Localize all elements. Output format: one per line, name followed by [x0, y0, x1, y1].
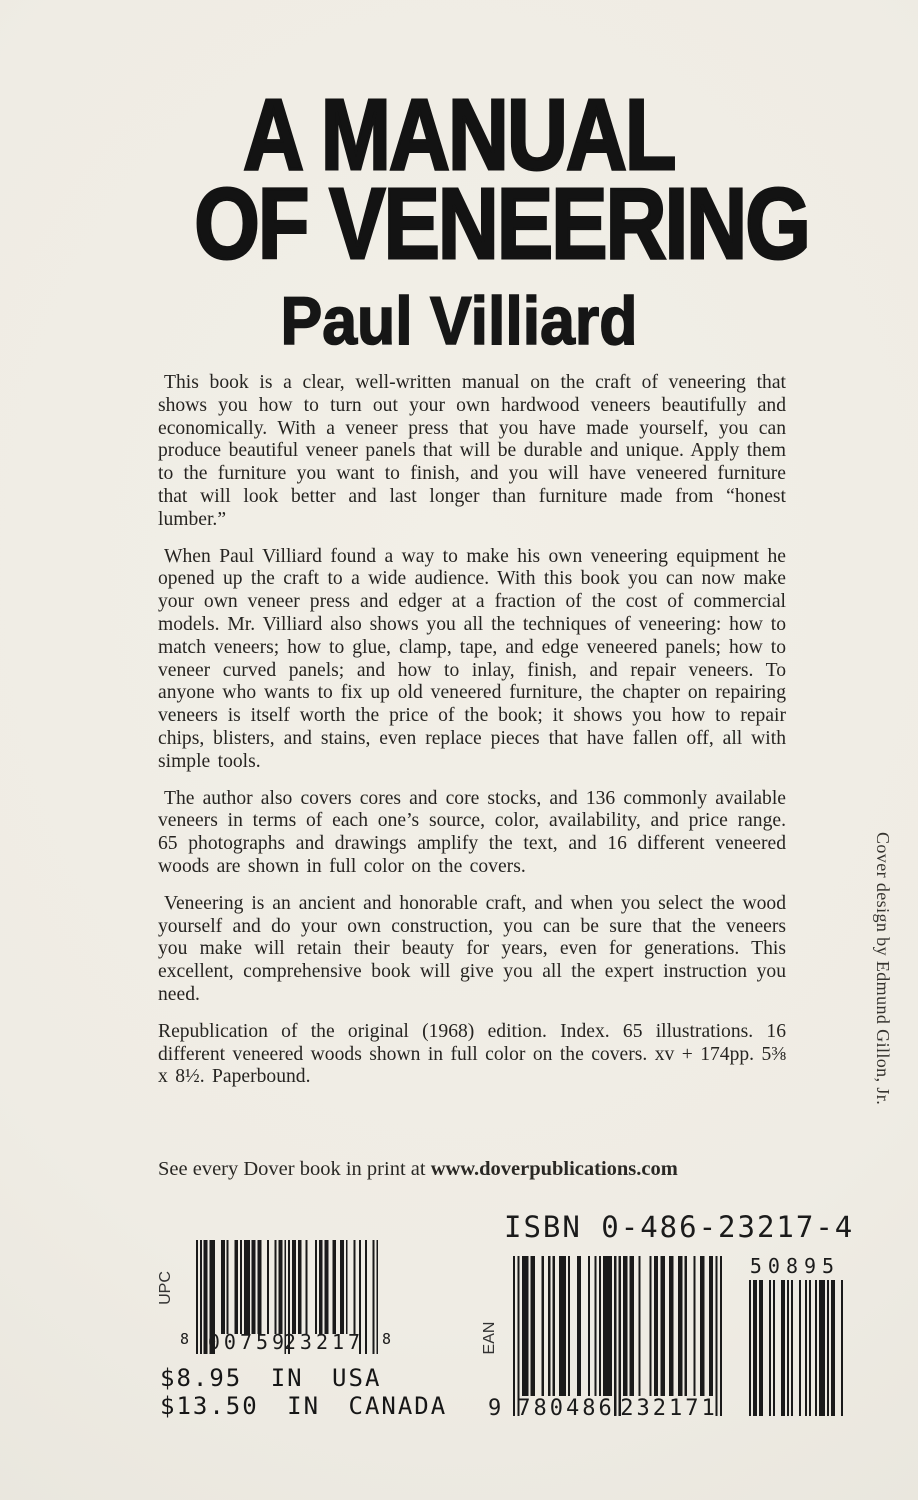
dover-catalog-line [158, 1158, 678, 1181]
book-title [144, 79, 810, 280]
back-cover-blurb [158, 372, 786, 1103]
ean-addon-number: 50895 [749, 1254, 841, 1278]
upc-digits-group1: 00759 [207, 1330, 289, 1354]
ean-digits-group2: 232171 [620, 1396, 718, 1421]
ean-digit-first: 9 [488, 1396, 502, 1421]
blurb-paragraph-4: Veneering is an ancient and honorable craft, and when you select the wood yourself and do your own construction, you can be sure that the veneers you make will retain their beauty for years, even for generations. This excellent, comprehensive book will give you all the expert instruction you need. [158, 892, 786, 1005]
ean-barcode [513, 1256, 722, 1416]
upc-digit-right: 8 [382, 1330, 392, 1348]
edition-info-paragraph: Republication of the original (1968) edition. Index. 65 illustrations. 16 different veneered woods shown in full color on the covers. xv + 174pp. 5⅜ x 8½. Paperbound. [158, 1020, 786, 1088]
isbn-number: ISBN 0-486-23217-4 [504, 1210, 855, 1244]
blurb-paragraph-2: When Paul Villiard found a way to make his own veneering equipment he opened up the craft to a wide audience. With this book you can now make your own veneer press and edger at a fraction of the cost of commercial models. Mr. Villiard also shows you all the techniques of veneering: how to match veneers; how to glue, clamp, tape, and edge veneered panels; how to veneer curved panels; and how to inlay, finish, and repair veneers. To anyone who wants to fix up old veneered furniture, the chapter on repairing veneers is itself worth the price of the book; it shows you how to repair chips, blisters, and stains, even replace pieces that have fallen off, all with simple tools. [158, 545, 786, 772]
price-canada: $13.50 IN CANADA [160, 1392, 448, 1420]
ean-addon-barcode [747, 1280, 843, 1416]
upc-digits-group2: 23217 [283, 1330, 365, 1354]
ean-barcode-block [478, 1252, 848, 1432]
ean-digits-group1: 780486 [517, 1396, 615, 1421]
price-usa: $8.95 IN USA [160, 1364, 382, 1392]
upc-label: UPC [157, 1271, 174, 1305]
dover-website-url: www.doverpublications.com [430, 1158, 678, 1180]
blurb-paragraph-1: This book is a clear, well-written manual on the craft of veneering that shows you how to turn out your own hardwood veneers beautifully and economically. With a veneer press that you have made yourself, you can produce beautiful veneer panels that will be durable and unique. Apply them to the furniture you want to finish, and you will have veneered furniture that will look better and last longer than furniture made from “honest lumber.” [158, 372, 786, 530]
cover-design-credit: Cover design by Edmund Gillon, Jr. [873, 832, 893, 1106]
price-block [160, 1364, 447, 1420]
upc-barcode-block [150, 1240, 440, 1370]
blurb-paragraph-3: The author also covers cores and core stocks, and 136 commonly available veneers in terms of each one’s source, color, availability, and price range. 65 photographs and drawings amplify the text, and 16 different veneered woods are shown in full color on the covers. [158, 787, 786, 877]
author-name: Paul Villiard [280, 283, 638, 359]
dover-line-prefix: See every Dover book in print at [158, 1158, 431, 1180]
book-title-line2: OF VENEERING [194, 168, 810, 280]
book-title-line1: A MANUAL [243, 79, 675, 191]
upc-digit-left: 8 [180, 1330, 190, 1348]
ean-label: EAN [481, 1321, 498, 1355]
